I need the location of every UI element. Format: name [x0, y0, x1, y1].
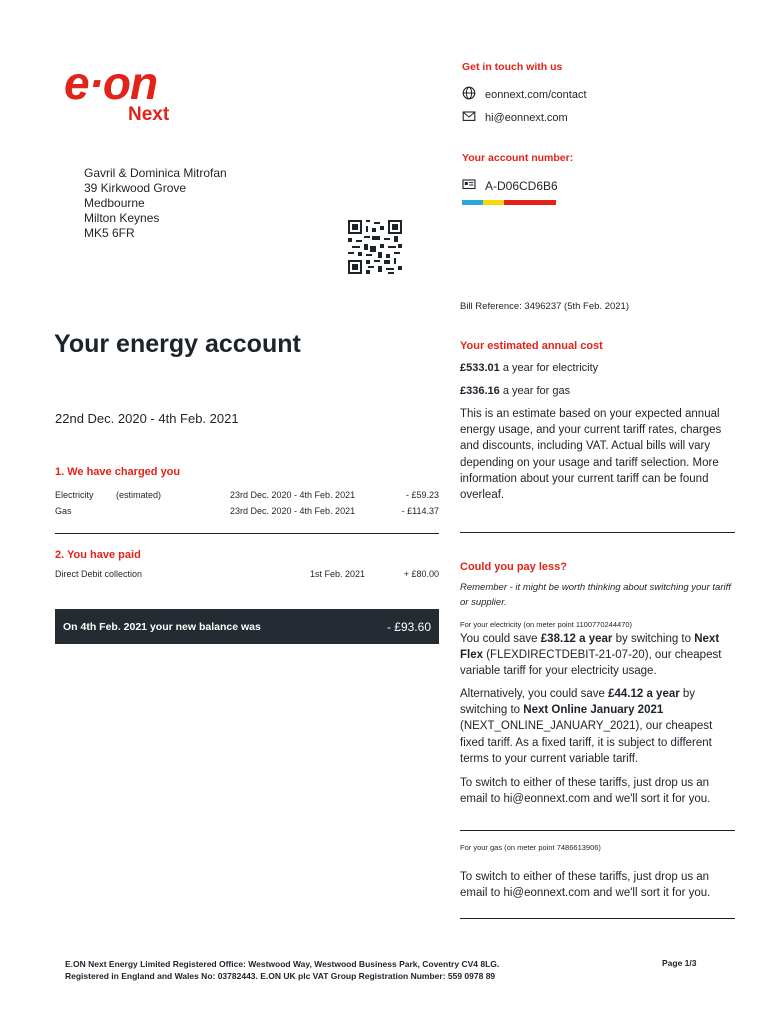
tariff-name: Next Flex — [460, 633, 720, 662]
email-link[interactable]: hi@eonnext.com — [485, 111, 568, 124]
address-line: Milton Keynes — [84, 211, 160, 225]
paid-heading: 2. You have paid — [55, 549, 141, 561]
footer-line: Registered in England and Wales No: 03782443. E.ON UK plc VAT Group Registration Number: 559 0978 89 — [65, 971, 496, 981]
email-row[interactable] — [462, 109, 568, 126]
contact-heading: Get in touch with us — [462, 61, 563, 73]
charge-label-electricity: Electricity — [55, 490, 94, 500]
address-line: 39 Kirkwood Grove — [84, 181, 187, 195]
switch-instructions-electricity: To switch to either of these tariffs, just drop us an email to hi@eonnext.com and we'll sort it for you. — [460, 777, 711, 806]
customer-address — [84, 166, 227, 241]
text-span: (NEXT_ONLINE_JANUARY_2021), our cheapest fixed tariff. As a fixed tariff, it is subject to different terms to your current variable tariff. — [460, 720, 713, 765]
divider — [460, 532, 735, 533]
balance-banner — [55, 609, 439, 644]
annual-gas — [460, 383, 738, 399]
globe-icon — [462, 86, 476, 103]
payment-amount: + £80.00 — [403, 569, 439, 579]
website-row[interactable] — [462, 86, 587, 103]
footer-legal — [65, 958, 499, 982]
account-number-row — [462, 177, 558, 194]
saving-amount: £38.12 a year — [540, 633, 613, 645]
divider — [460, 918, 735, 919]
eon-next-logo-label: Next — [128, 104, 170, 125]
page-number: Page 1/3 — [662, 958, 697, 968]
balance-amount: - £93.60 — [386, 620, 431, 634]
charge-label-gas: Gas — [55, 506, 72, 516]
charge-amount-gas: - £114.37 — [401, 506, 439, 516]
tariff-name: Next Online January 2021 — [523, 704, 664, 717]
address-line: Medbourne — [84, 196, 145, 210]
balance-label: On 4th Feb. 2021 your new balance was — [63, 621, 261, 633]
annual-cost-explanation: This is an estimate based on your expected annual energy usage, and your current tariff rates, charges and discounts, including VAT. Actual bills will vary depending on your usage and tariff selection. More information about your current tariff can be found overleaf. — [460, 408, 722, 502]
address-line: MK5 6FR — [84, 226, 135, 240]
text-span: by switching to — [460, 688, 696, 717]
annual-gas-amount: £336.16 — [460, 385, 500, 397]
qr-code — [348, 220, 402, 274]
footer-line: E.ON Next Energy Limited Registered Office: Westwood Way, Westwood Business Park, Coventry CV4 8LG. — [65, 959, 500, 969]
annual-cost-heading: Your estimated annual cost — [460, 340, 603, 352]
switch-instructions-gas: To switch to either of these tariffs, just drop us an email to hi@eonnext.com and we'll sort it for you. — [460, 871, 711, 900]
charge-note-electricity: (estimated) — [116, 490, 162, 500]
account-number-heading: Your account number: — [462, 152, 574, 164]
fixed-tariff-offer — [460, 686, 738, 767]
bill-reference: Bill Reference: 3496237 (5th Feb. 2021) — [460, 301, 629, 312]
annual-electricity-text: a year for electricity — [499, 362, 599, 374]
divider — [460, 830, 735, 831]
text-span: Alternatively, you could save — [460, 688, 609, 700]
envelope-icon — [462, 109, 476, 126]
switch-reminder: Remember - it might be worth thinking about switching your tariff or supplier. — [460, 582, 731, 608]
payment-label: Direct Debit collection — [55, 569, 143, 579]
address-line: Gavril & Dominica Mitrofan — [84, 166, 227, 180]
saving-amount: £44.12 a year — [608, 688, 680, 700]
charge-amount-electricity: - £59.23 — [405, 490, 439, 500]
divider — [55, 533, 439, 534]
brand-color-bar — [462, 200, 556, 205]
text-span: by switching to — [612, 633, 695, 645]
annual-electricity — [460, 360, 738, 376]
account-number: A-D06CD6B6 — [485, 178, 558, 193]
text-span: You could save — [460, 633, 541, 645]
eon-logo: e·on — [64, 57, 158, 109]
charge-dates-gas: 23rd Dec. 2020 - 4th Feb. 2021 — [230, 506, 356, 516]
annual-gas-text: a year for gas — [499, 385, 571, 397]
gas-meter-point: For your gas (on meter point 7486613906) — [460, 843, 601, 852]
electricity-meter-point: For your electricity (on meter point 1100770244470) — [460, 620, 633, 629]
page-title: Your energy account — [54, 330, 301, 358]
pay-less-heading: Could you pay less? — [460, 561, 567, 573]
id-card-icon — [462, 177, 476, 194]
electricity-saving-offer — [460, 631, 738, 680]
charge-dates-electricity: 23rd Dec. 2020 - 4th Feb. 2021 — [230, 490, 356, 500]
text-span: (FLEXDIRECTDEBIT-21-07-20), our cheapest variable tariff for your electricity usage. — [460, 649, 722, 678]
statement-period: 22nd Dec. 2020 - 4th Feb. 2021 — [55, 411, 239, 426]
website-link[interactable]: eonnext.com/contact — [485, 88, 587, 101]
payment-date: 1st Feb. 2021 — [310, 569, 366, 579]
annual-electricity-amount: £533.01 — [460, 362, 500, 374]
charged-heading: 1. We have charged you — [55, 466, 181, 478]
